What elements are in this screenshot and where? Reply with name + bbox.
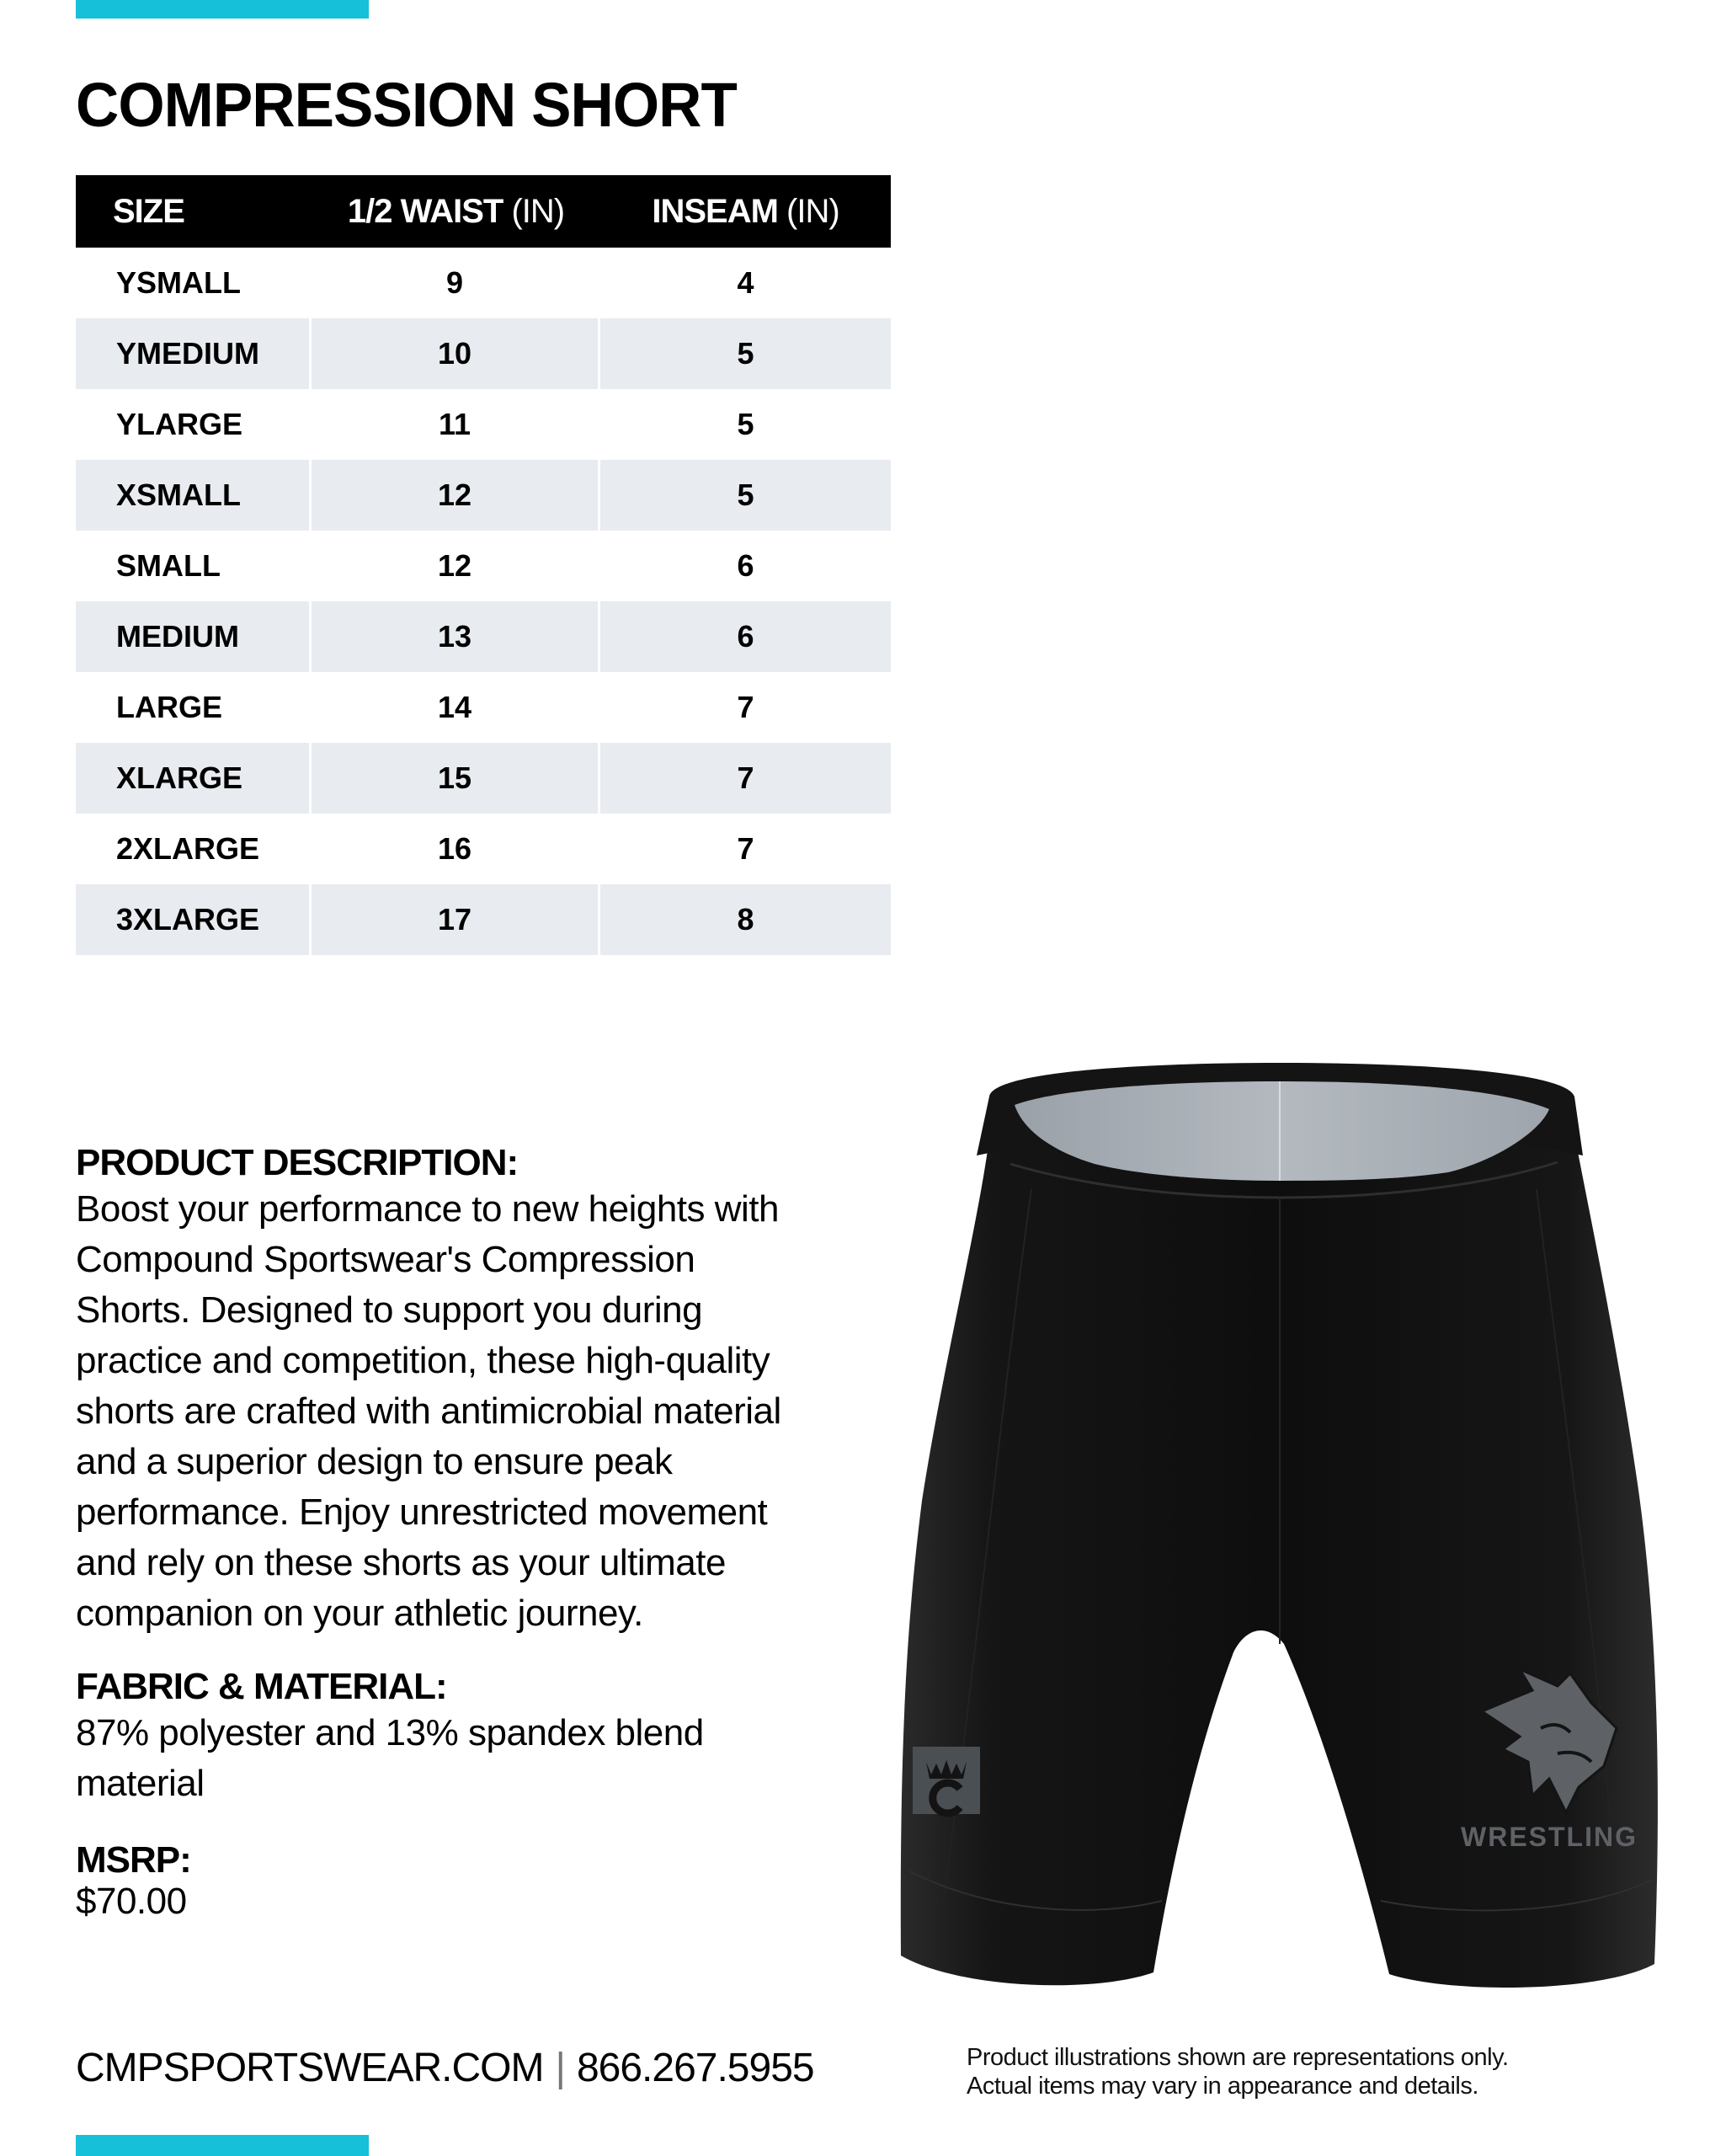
description-line: companion on your athletic journey. [76,1593,643,1634]
product-description-section [76,1142,884,1639]
description-line: Compound Sportswear's Compression [76,1239,695,1280]
website-link[interactable]: CMPSPORTSWEAR.COM [76,2046,544,2090]
footer-contact [76,2045,814,2091]
product-image-compression-shorts [892,1063,1701,2006]
waist-cell: 13 [312,601,600,672]
description-line: Boost your performance to new heights with [76,1188,780,1230]
table-row [76,460,891,531]
description-line: Shorts. Designed to support you during [76,1289,703,1331]
inseam-cell: 7 [600,743,891,814]
description-line: shorts are crafted with antimicrobial material [76,1390,781,1432]
waist-cell: 17 [312,884,600,955]
description-line: practice and competition, these high-quality [76,1340,770,1381]
waist-cell: 14 [437,690,472,724]
disclaimer-line: Actual items may vary in appearance and details. [967,2073,1478,2100]
size-cell: SMALL [116,548,221,583]
bottom-accent-bar [76,2135,369,2156]
waist-cell: 12 [437,548,472,583]
header-label: INSEAM [652,192,778,230]
msrp-heading: MSRP: [76,1839,191,1881]
inseam-cell: 7 [737,690,754,724]
waist-cell: 11 [438,407,471,441]
fabric-material-heading: FABRIC & MATERIAL: [76,1666,447,1707]
header-unit: (IN) [511,192,565,230]
column-header-inseam [600,175,891,248]
size-cell: MEDIUM [76,601,312,672]
table-row [76,389,891,460]
footer-separator: | [555,2046,565,2090]
compound-crown-c-logo-icon [913,1747,980,1814]
waist-cell: 15 [312,743,600,814]
page-title: COMPRESSION SHORT [76,70,737,140]
inseam-cell: 6 [600,601,891,672]
table-row [76,601,891,672]
wrestling-text: WRESTLING [1461,1822,1638,1852]
size-cell: YLARGE [116,407,243,441]
waist-cell: 12 [312,460,600,531]
description-line: and rely on these shorts as your ultimate [76,1542,726,1583]
table-row [76,672,891,743]
size-cell: YSMALL [116,265,241,300]
header-label: SIZE [113,192,184,230]
fabric-line: material [76,1763,205,1804]
inseam-cell: 5 [737,407,754,441]
inseam-cell: 5 [600,318,891,389]
inseam-cell: 6 [737,548,754,583]
disclaimer-line: Product illustrations shown are representations only. [967,2044,1509,2071]
column-header-half-waist [312,175,600,248]
header-label: 1/2 WAIST [347,192,503,230]
description-line: performance. Enjoy unrestricted movement [76,1492,768,1533]
msrp-section [76,1839,884,1922]
table-row [76,318,891,389]
size-chart-table [76,175,891,955]
table-row [76,531,891,601]
inseam-cell: 4 [737,265,754,300]
table-row [76,248,891,318]
column-header-size [76,175,312,248]
table-header-row [76,175,891,248]
size-cell: XLARGE [76,743,312,814]
header-unit: (IN) [786,192,839,230]
size-cell: LARGE [116,690,222,724]
phone-number[interactable]: 866.267.5955 [576,2046,814,2090]
size-cell: 2XLARGE [116,831,260,866]
table-row [76,743,891,814]
size-cell: 3XLARGE [76,884,312,955]
table-row [76,814,891,884]
msrp-price: $70.00 [76,1881,187,1922]
inseam-cell: 8 [600,884,891,955]
disclaimer [967,2043,1509,2100]
inseam-cell: 5 [600,460,891,531]
size-cell: YMEDIUM [76,318,312,389]
description-line: and a superior design to ensure peak [76,1441,673,1482]
inseam-cell: 7 [737,831,754,866]
table-row [76,884,891,955]
waist-cell: 9 [445,265,464,300]
product-description-heading: PRODUCT DESCRIPTION: [76,1142,519,1183]
fabric-material-section [76,1666,884,1809]
waist-cell: 16 [437,831,472,866]
top-accent-bar [76,0,369,19]
waist-cell: 10 [312,318,600,389]
size-cell: XSMALL [76,460,312,531]
fabric-line: 87% polyester and 13% spandex blend [76,1712,704,1753]
